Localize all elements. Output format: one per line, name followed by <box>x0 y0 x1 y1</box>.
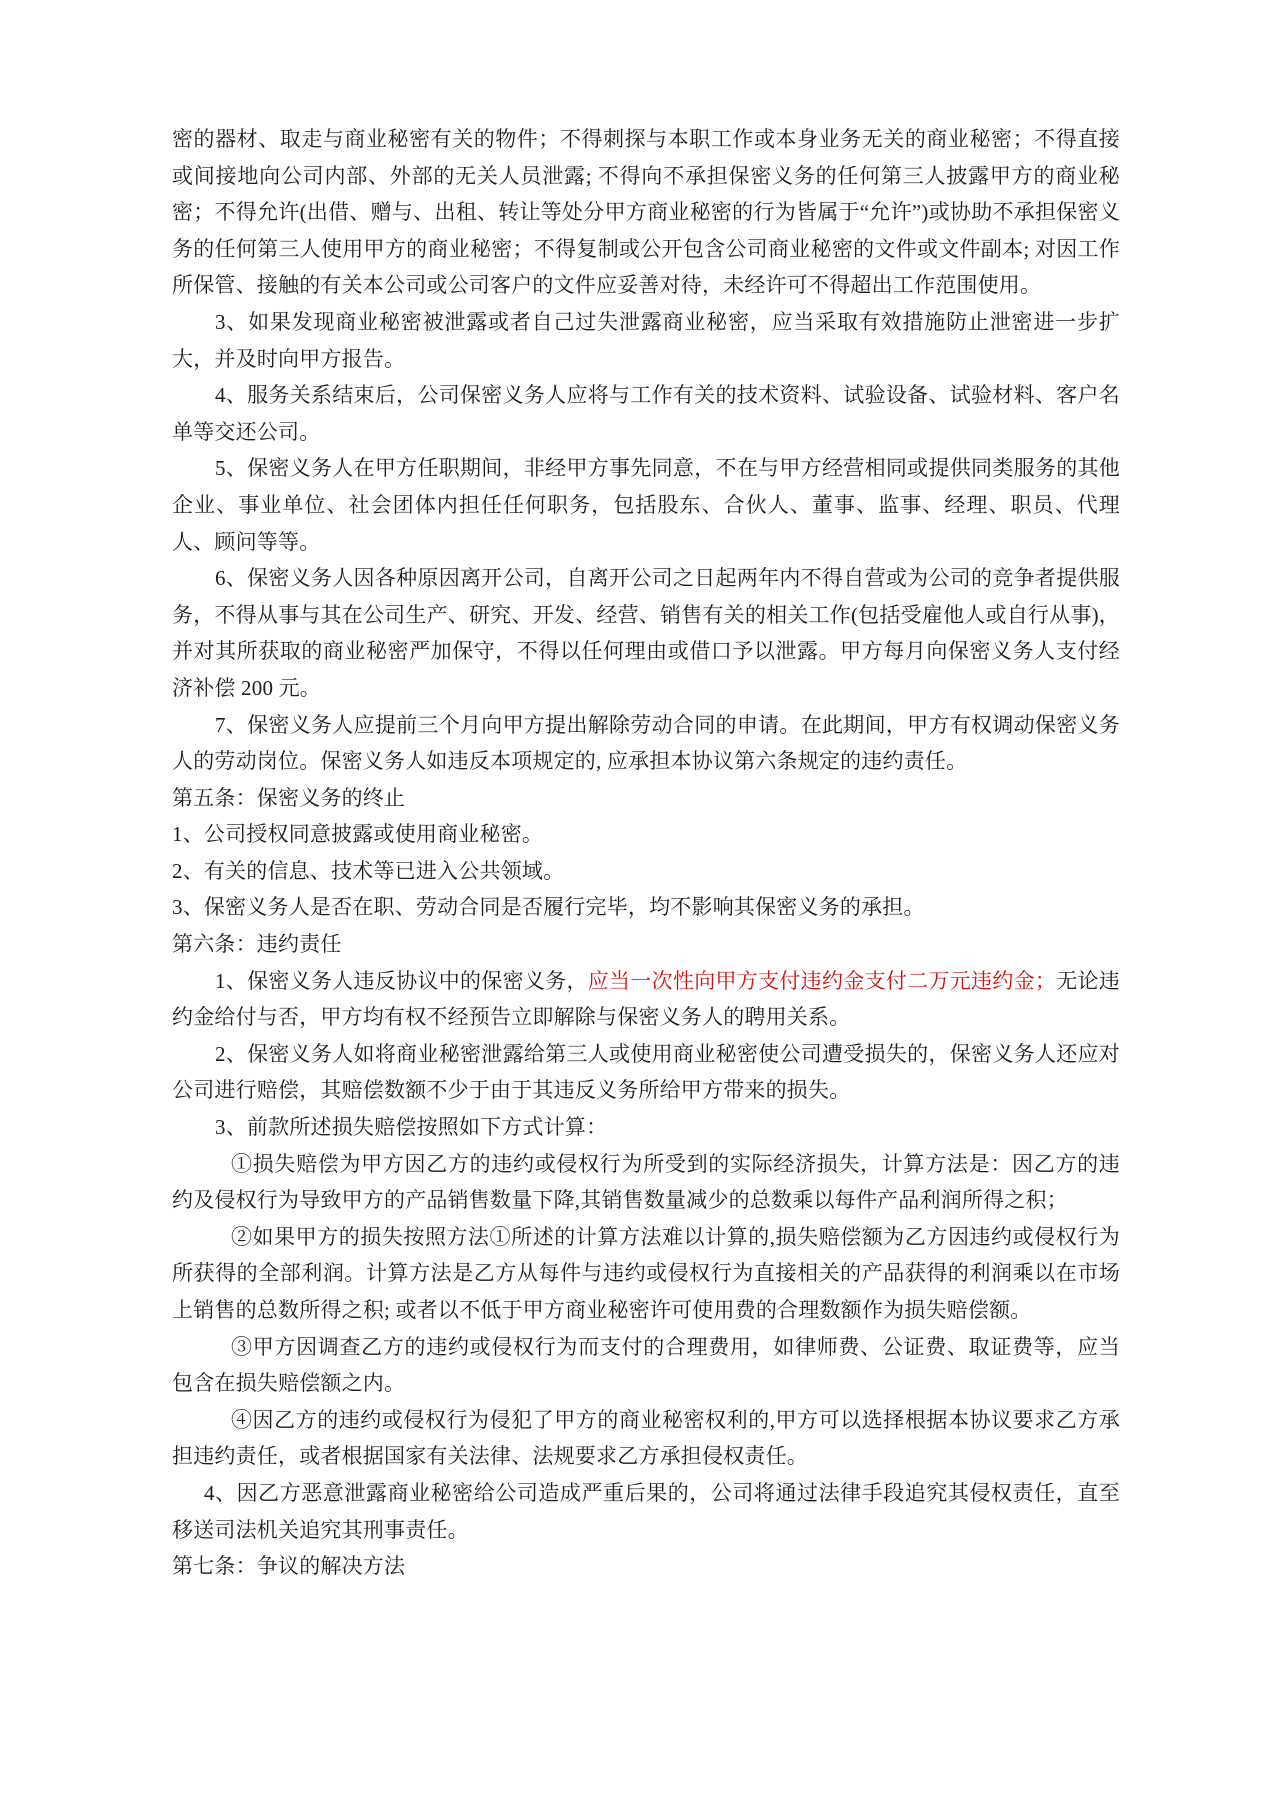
text-run: 无论违约金给付与否，甲方均有权不经预告立即解除与保密义务人的聘用关系。 <box>172 968 1120 1030</box>
text-run: ③甲方因调查乙方的违约或侵权行为而支付的合理费用，如律师费、公证费、取证费等，应当包含在损失赔偿额之内。 <box>172 1334 1120 1396</box>
clause-paragraph <box>172 377 1120 450</box>
clause-paragraph <box>172 889 1120 926</box>
text-run: 4、服务关系结束后，公司保密义务人应将与工作有关的技术资料、试验设备、试验材料、客户名单等交还公司。 <box>172 383 1120 444</box>
text-run: 7、保密义务人应提前三个月向甲方提出解除劳动合同的申请。在此期间，甲方有权调动保密义务人的劳动岗位。保密义务人如违反本项规定的, 应承担本协议第六条规定的违约责任。 <box>172 712 1120 774</box>
text-run: 2、有关的信息、技术等已进入公共领域。 <box>172 858 565 883</box>
text-run: 第五条：保密义务的终止 <box>172 785 406 810</box>
clause-paragraph <box>172 1402 1120 1475</box>
text-run: ②如果甲方的损失按照方法①所述的计算方法难以计算的,损失赔偿额为乙方因违约或侵权行为所获得的全部利润。计算方法是乙方从每件与违约或侵权行为直接相关的产品获得的利润乘以在市场上销售的总数所得之积; 或者以不低于甲方商业秘密许可使用费的合理数额作为损失赔偿额。 <box>172 1224 1120 1322</box>
clause-paragraph <box>172 560 1120 706</box>
clause-paragraph <box>172 1475 1120 1548</box>
text-run: 第六条：违约责任 <box>172 932 342 957</box>
text-run: 第七条：争议的解决方法 <box>172 1554 406 1579</box>
clause-paragraph <box>172 1109 1120 1146</box>
clause-paragraph <box>172 1146 1120 1219</box>
text-run: 1、公司授权同意披露或使用商业秘密。 <box>172 822 544 847</box>
clause-paragraph <box>172 1036 1120 1109</box>
text-run: 1、保密义务人违反协议中的保密义务， <box>215 968 588 993</box>
clause-paragraph <box>172 1219 1120 1329</box>
clause-paragraph <box>172 1329 1120 1402</box>
section-heading <box>172 1548 1120 1585</box>
text-run: 3、如果发现商业秘密被泄露或者自己过失泄露商业秘密，应当采取有效措施防止泄密进一步扩大，并及时向甲方报告。 <box>172 309 1120 371</box>
clause-paragraph <box>172 816 1120 853</box>
clause-paragraph <box>172 304 1120 377</box>
clause-paragraph <box>172 121 1120 304</box>
section-heading <box>172 926 1120 963</box>
text-run: ①损失赔偿为甲方因乙方的违约或侵权行为所受到的实际经济损失，计算方法是：因乙方的违约及侵权行为导致甲方的产品销售数量下降,其销售数量减少的总数乘以每件产品利润所得之积； <box>172 1151 1120 1213</box>
clause-paragraph <box>172 707 1120 780</box>
clause-paragraph <box>172 450 1120 560</box>
text-run: 3、保密义务人是否在职、劳动合同是否履行完毕，均不影响其保密义务的承担。 <box>172 895 925 920</box>
clause-paragraph <box>172 853 1120 890</box>
text-run: 3、前款所述损失赔偿按照如下方式计算： <box>215 1115 608 1140</box>
text-run: 2、保密义务人如将商业秘密泄露给第三人或使用商业秘密使公司遭受损失的，保密义务人还应对公司进行赔偿，其赔偿数额不少于由于其违反义务所给甲方带来的损失。 <box>172 1041 1120 1103</box>
text-run: 4、因乙方恶意泄露商业秘密给公司造成严重后果的，公司将通过法律手段追究其侵权责任，直至移送司法机关追究其刑事责任。 <box>172 1480 1120 1542</box>
clause-paragraph <box>172 963 1120 1036</box>
text-run: 密的器材、取走与商业秘密有关的物件；不得刺探与本职工作或本身业务无关的商业秘密；不得直接或间接地向公司内部、外部的无关人员泄露; 不得向不承担保密义务的任何第三人披露甲方的商业秘密；不得允许(出借、赠与、出租、转让等处分甲方商业秘密的行为皆属于“允许”)或协助不承担保密义务的任何第三人使用甲方的商业秘密；不得复制或公开包含公司商业秘密的文件或文件副本; 对因工作所保管、接触的有关本公司或公司客户的文件应妥善对待，未经许可不得超出工作范围使用。 <box>172 127 1120 298</box>
text-run: 5、保密义务人在甲方任职期间，非经甲方事先同意，不在与甲方经营相同或提供同类服务的其他企业、事业单位、社会团体内担任任何职务，包括股东、合伙人、董事、监事、经理、职员、代理人、顾问等等。 <box>172 456 1120 554</box>
section-heading <box>172 780 1120 817</box>
text-run: ④因乙方的违约或侵权行为侵犯了甲方的商业秘密权利的,甲方可以选择根据本协议要求乙方承担违约责任，或者根据国家有关法律、法规要求乙方承担侵权责任。 <box>172 1407 1120 1469</box>
text-run: 6、保密义务人因各种原因离开公司，自离开公司之日起两年内不得自营或为公司的竞争者提供服务，不得从事与其在公司生产、研究、开发、经营、销售有关的相关工作(包括受雇他人或自行从事)，并对其所获取的商业秘密严加保守，不得以任何理由或借口予以泄露。甲方每月向保密义务人支付经济补偿 200 元。 <box>172 566 1120 700</box>
penalty-highlight-text: 应当一次性向甲方支付违约金支付二万元违约金； <box>587 968 1057 993</box>
